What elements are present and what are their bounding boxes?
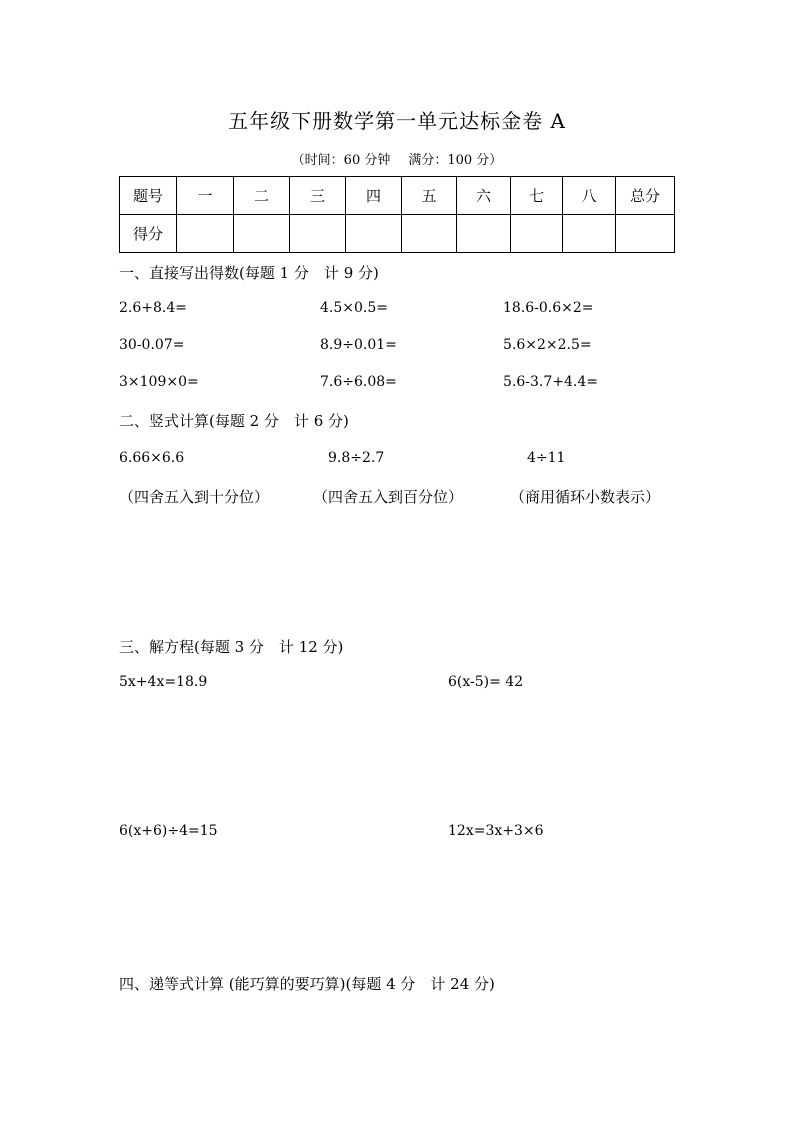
score-table-header-cell: 三 <box>290 177 346 215</box>
score-cell <box>511 215 563 253</box>
rounding-note: （商用循环小数表示） <box>510 488 661 506</box>
arithmetic-item: 4.5×0.5= <box>320 300 388 316</box>
score-table-score-row <box>120 215 675 253</box>
arithmetic-item: 2.6+8.4= <box>119 300 187 316</box>
arithmetic-item: 7.6÷6.08= <box>320 374 397 390</box>
arithmetic-item: 5.6×2×2.5= <box>503 337 592 353</box>
score-table-header-cell: 五 <box>402 177 457 215</box>
score-table-header-cell: 八 <box>563 177 616 215</box>
score-cell <box>402 215 457 253</box>
score-table-header-cell: 六 <box>457 177 511 215</box>
score-table-header-cell: 七 <box>511 177 563 215</box>
time-limit: （时间：60 分钟 <box>291 153 391 168</box>
arithmetic-item: 30-0.07= <box>119 337 185 353</box>
section-2-heading: 二、竖式计算(每题 2 分 计 6 分) <box>119 412 349 430</box>
section-4-heading: 四、递等式计算 (能巧算的要巧算)(每题 4 分 计 24 分) <box>119 975 495 993</box>
arithmetic-item: 18.6-0.6×2= <box>503 300 594 316</box>
score-table-header-cell: 四 <box>346 177 402 215</box>
equation-item: 6(x+6)÷4=15 <box>119 823 218 839</box>
score-table-header-cell: 一 <box>177 177 234 215</box>
arithmetic-item: 3×109×0= <box>119 374 199 390</box>
score-cell <box>346 215 402 253</box>
equation-item: 6(x-5)= 42 <box>448 674 524 690</box>
score-cell <box>563 215 616 253</box>
page-title: 五年级下册数学第一单元达标金卷 A <box>228 109 566 133</box>
rounding-note: （四舍五入到十分位） <box>119 488 270 506</box>
vertical-calc-item: 9.8÷2.7 <box>328 450 385 466</box>
full-score: 满分：100 分） <box>408 153 503 168</box>
score-cell <box>234 215 290 253</box>
rounding-note: （四舍五入到百分位） <box>313 488 464 506</box>
arithmetic-item: 8.9÷0.01= <box>320 337 397 353</box>
score-cell <box>616 215 675 253</box>
equation-item: 12x=3x+3×6 <box>448 823 544 839</box>
exam-info <box>0 149 794 168</box>
score-table-header-row <box>120 177 675 215</box>
section-3-heading: 三、解方程(每题 3 分 计 12 分) <box>119 638 344 656</box>
vertical-calc-item: 6.66×6.6 <box>119 450 185 466</box>
score-cell <box>290 215 346 253</box>
section-1-heading: 一、直接写出得数(每题 1 分 计 9 分) <box>119 264 379 282</box>
score-table-header-cell: 二 <box>234 177 290 215</box>
score-table-header-cell: 总分 <box>616 177 675 215</box>
score-table <box>119 176 675 253</box>
score-cell <box>457 215 511 253</box>
score-row-label: 得分 <box>120 215 177 253</box>
score-table-header-cell: 题号 <box>120 177 177 215</box>
vertical-calc-item: 4÷11 <box>527 450 566 466</box>
arithmetic-item: 5.6-3.7+4.4= <box>503 374 598 390</box>
score-cell <box>177 215 234 253</box>
equation-item: 5x+4x=18.9 <box>119 674 208 690</box>
